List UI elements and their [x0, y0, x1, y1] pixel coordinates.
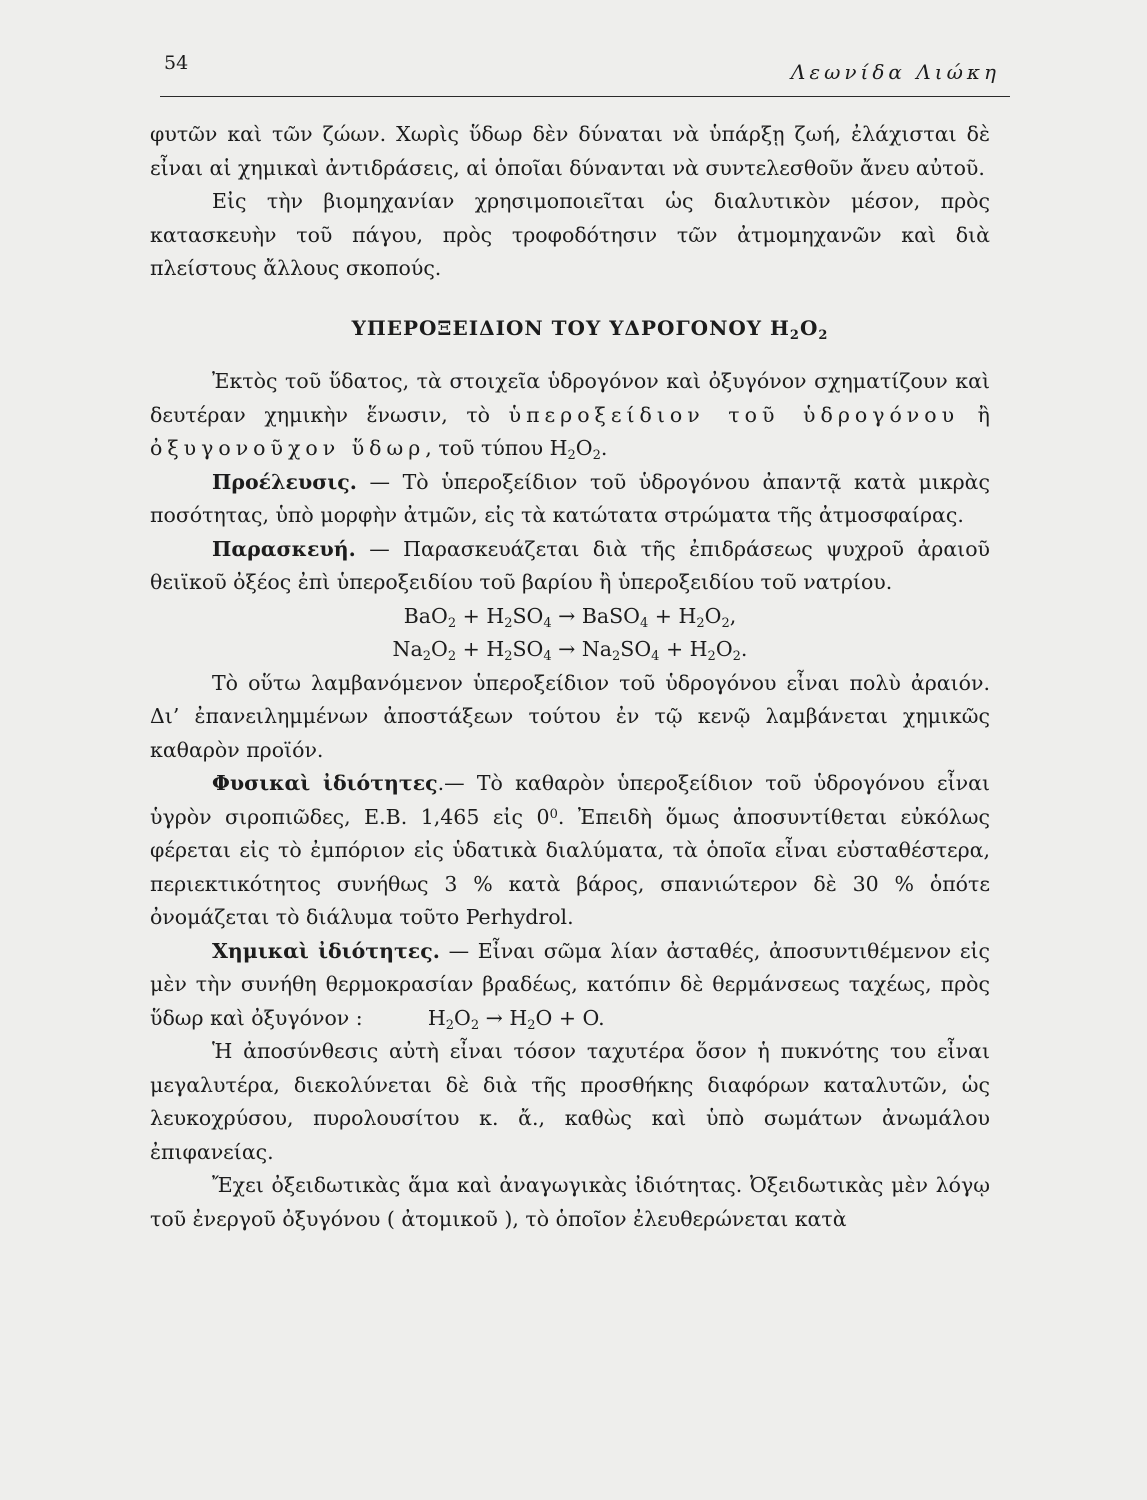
paragraph-industry: Εἰς τὴν βιομηχανίαν χρησιμοποιεῖται ὡς διαλυτικὸν μέσον, πρὸς κατασκευὴν τοῦ πάγου, πρὸς τροφοδότησιν τῶν ἀτμομηχανῶν καὶ διὰ πλείστους ἄλλους σκοπούς.	[150, 189, 990, 280]
spaced-term-oxygenated-water: ὀξυγονοῦχον ὕδωρ	[150, 436, 426, 460]
subheading-chemical: Χημικαὶ ἰδιότητες.	[212, 938, 440, 963]
paragraph-redox: Ἔχει ὀξειδωτικὰς ἅμα καὶ ἀναγωγικὰς ἰδιότητας. Ὀξειδωτικὰς μὲν λόγῳ τοῦ ἐνεργοῦ ὀξυγόνου ( ἀτομικοῦ ), τὸ ὁποῖον ἐλευθερώνεται κατὰ	[150, 1173, 990, 1231]
paragraph-origin: Προέλευσις. — Τὸ ὑπεροξείδιον τοῦ ὑδρογόνου ἀπαντᾷ κατὰ μικρὰς ποσότητας, ὑπὸ μορφὴν ἀτμῶν, εἰς τὰ κατώτατα στρώματα τῆς ἀτμοσφαίρας.	[150, 469, 990, 527]
paragraph-definition: Ἐκτὸς τοῦ ὕδατος, τὰ στοιχεῖα ὑδρογόνον καὶ ὀξυγόνον σχηματίζουν καὶ δευτέραν χημικὴν ἕνωσιν, τὸ ὑπεροξείδιον τοῦ ὑδρογόνου ἢ ὀξυγονοῦχον ὕδωρ, τοῦ τύπου $H_2O_2$.	[150, 369, 990, 463]
subheading-origin: Προέλευσις.	[212, 469, 357, 494]
body-text	[150, 118, 990, 1236]
decomposition-equation: $H_2O_2 \to H_2O + O$.	[427, 1005, 605, 1033]
formula-h2o2: $H_2O_2$	[549, 436, 601, 463]
spaced-term-peroxide: ὑπεροξείδιον τοῦ ὑδρογόνου	[508, 402, 960, 427]
paragraph-preparation: Παρασκευή. — Παρασκευάζεται διὰ τῆς ἐπιδράσεως ψυχροῦ ἀραιοῦ θειϊκοῦ ὀξέος ἐπὶ ὑπεροξειδίου τοῦ βαρίου ἢ ὑπεροξειδίου τοῦ νατρίου.	[150, 536, 990, 594]
paragraph-intro: φυτῶν καὶ τῶν ζώων. Χωρὶς ὕδωρ δὲν δύναται νὰ ὑπάρξῃ ζωή, ἐλάχισται δὲ εἶναι αἱ χημικαὶ ἀντιδράσεις, αἱ ὁποῖαι δύνανται νὰ συντελεσθοῦν ἄνευ αὐτοῦ.	[150, 122, 990, 180]
subheading-preparation: Παρασκευή.	[212, 536, 356, 561]
running-head-author: Λεωνίδα Λιώκη	[790, 60, 1000, 84]
paragraph-chemical-properties: Χημικαὶ ἰδιότητες. — Εἶναι σῶμα λίαν ἀσταθές, ἀποσυντιθέμενον εἰς μὲν τὴν συνήθη θερμοκρασίαν βραδέως, κατόπιν δὲ θερμάνσεως ταχέως, πρὸς ὕδωρ καὶ ὀξυγόνον : $H_2O_2 \to H_2O + O$.	[150, 938, 990, 1033]
paragraph-physical-properties: Φυσικαὶ ἰδιότητες.— Τὸ καθαρὸν ὑπεροξείδιον τοῦ ὑδρογόνου εἶναι ὑγρὸν σιροπιῶδες, Ε.Β. 1,465 εἰς $0^0$. Ἐπειδὴ ὅμως ἀποσυντίθεται εὐκόλως φέρεται εἰς τὸ ἐμπόριον εἰς ὑδατικὰ διαλύματα, τὰ ὁποῖα εἶναι εὐσταθέστερα, περιεκτικότητος συνήθως 3 % κατὰ βάρος, σπανιώτερον δὲ 30 % ὁπότε ὀνομάζεται τὸ διάλυμα τοῦτο Perhydrol.	[150, 771, 990, 929]
subheading-physical: Φυσικαὶ ἰδιότητες	[212, 771, 438, 795]
equation-sodium: $Na_2O_2 + H_2SO_4 \to Na_2SO_4 + H_2O_2$.	[392, 637, 748, 664]
page-number: 54	[164, 52, 189, 74]
heading-formula: $H_2O_2$	[770, 315, 829, 343]
equation-barium: $BaO_2 + H_2SO_4$ → BaSO$_4$ + $H_2O_2$,	[403, 603, 737, 631]
section-heading: ΥΠΕΡΟΞΕΙΔΙΟΝ ΤΟΥ ΥΔΡΟΓΟΝΟΥ $H_2O_2$	[351, 315, 829, 343]
paragraph-decomposition: Ἡ ἀποσύνθεσις αὐτὴ εἶναι τόσον ταχυτέρα ὅσον ἡ πυκνότης του εἶναι μεγαλυτέρα, διεκολύνεται δὲ διὰ τῆς προσθήκης διαφόρων καταλυτῶν, ὡς λευκοχρύσου, πυρολουσίτου κ. ἄ., καθὼς καὶ ὑπὸ σωμάτων ἀνωμάλου ἐπιφανείας.	[150, 1039, 990, 1164]
paragraph-obtained: Τὸ οὕτω λαμβανόμενον ὑπεροξείδιον τοῦ ὑδρογόνου εἶναι πολὺ ἀραιόν. Δι’ ἐπανειλημμένων ἀποστάξεων τούτου ἐν τῷ κενῷ λαμβάνεται χημικῶς καθαρὸν προϊόν.	[150, 670, 990, 762]
page-header	[160, 50, 1010, 97]
